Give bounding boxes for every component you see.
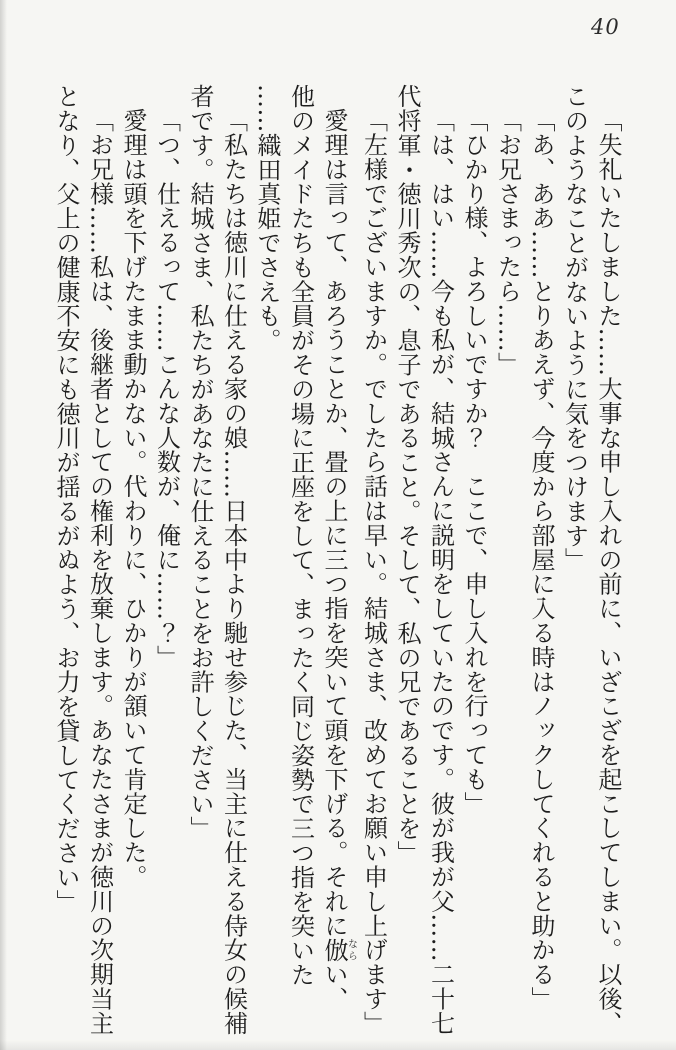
text-column: となり、父上の健康不安にも徳川が揺るがぬよう、お力を貸してください」 xyxy=(52,84,80,914)
text-column: 「つ、仕えるって……こんな人数が、俺に……？」 xyxy=(152,108,181,670)
text-column: 他のメイドたちも全員がその場に正座をして、まったく同じ姿勢で三つ指を突いた xyxy=(286,84,315,987)
text-column: 「お兄さまったら……」 xyxy=(493,108,522,377)
text-columns xyxy=(49,84,625,1040)
text-column: 愛理は頭を下げたまま動かない。代わりに、ひかりが頷いて肯定した。 xyxy=(119,108,147,889)
text-column: このようなことがないように気をつけます」 xyxy=(560,84,589,572)
text-column: 「あ、ああ……とりあえず、今度から部屋に入る時はノックしてくれると助かる」 xyxy=(527,108,555,1011)
text-column: 「私たちは徳川に仕える家の娘……日本中より馳せ参じた、当主に仕える侍女の候補 xyxy=(219,108,248,1036)
text-column: 代将軍・徳川秀次の、息子であること。そして、私の兄であることを」 xyxy=(393,84,421,865)
text-column: 「左様でございますか。でしたら話は早い。結城さま、改めてお願い申し上げます」 xyxy=(359,108,388,1036)
text-column: 「お兄様……私は、後継者としての権利を放棄します。あなたさまが徳川の次期当主 xyxy=(85,108,114,1036)
text-column: 「失礼いたしました……大事な申し入れの前に、いざこざを起こしてしまい。以後、 xyxy=(594,108,622,1036)
page-number: 40 xyxy=(591,15,620,39)
text-column: ……織田真姫でさえも。 xyxy=(253,84,281,353)
text-column: 「は、はい……今も私が、結城さんに説明をしていたのです。彼が我が父……二十七 xyxy=(426,108,455,1036)
text-column: 「ひかり様、よろしいですか？ ここで、申し入れを行っても」 xyxy=(460,108,488,816)
text-column: 者です。結城さま、私たちがあなたに仕えることをお許しください」 xyxy=(186,84,214,841)
text-column: 愛理は言って、あろうことか、畳の上に三つ指を突いて頭を下げる。それに倣ならい、 xyxy=(320,108,357,1011)
scan-edge-shadow-bottom xyxy=(0,1040,676,1050)
scan-edge-shadow-left xyxy=(0,0,7,1050)
